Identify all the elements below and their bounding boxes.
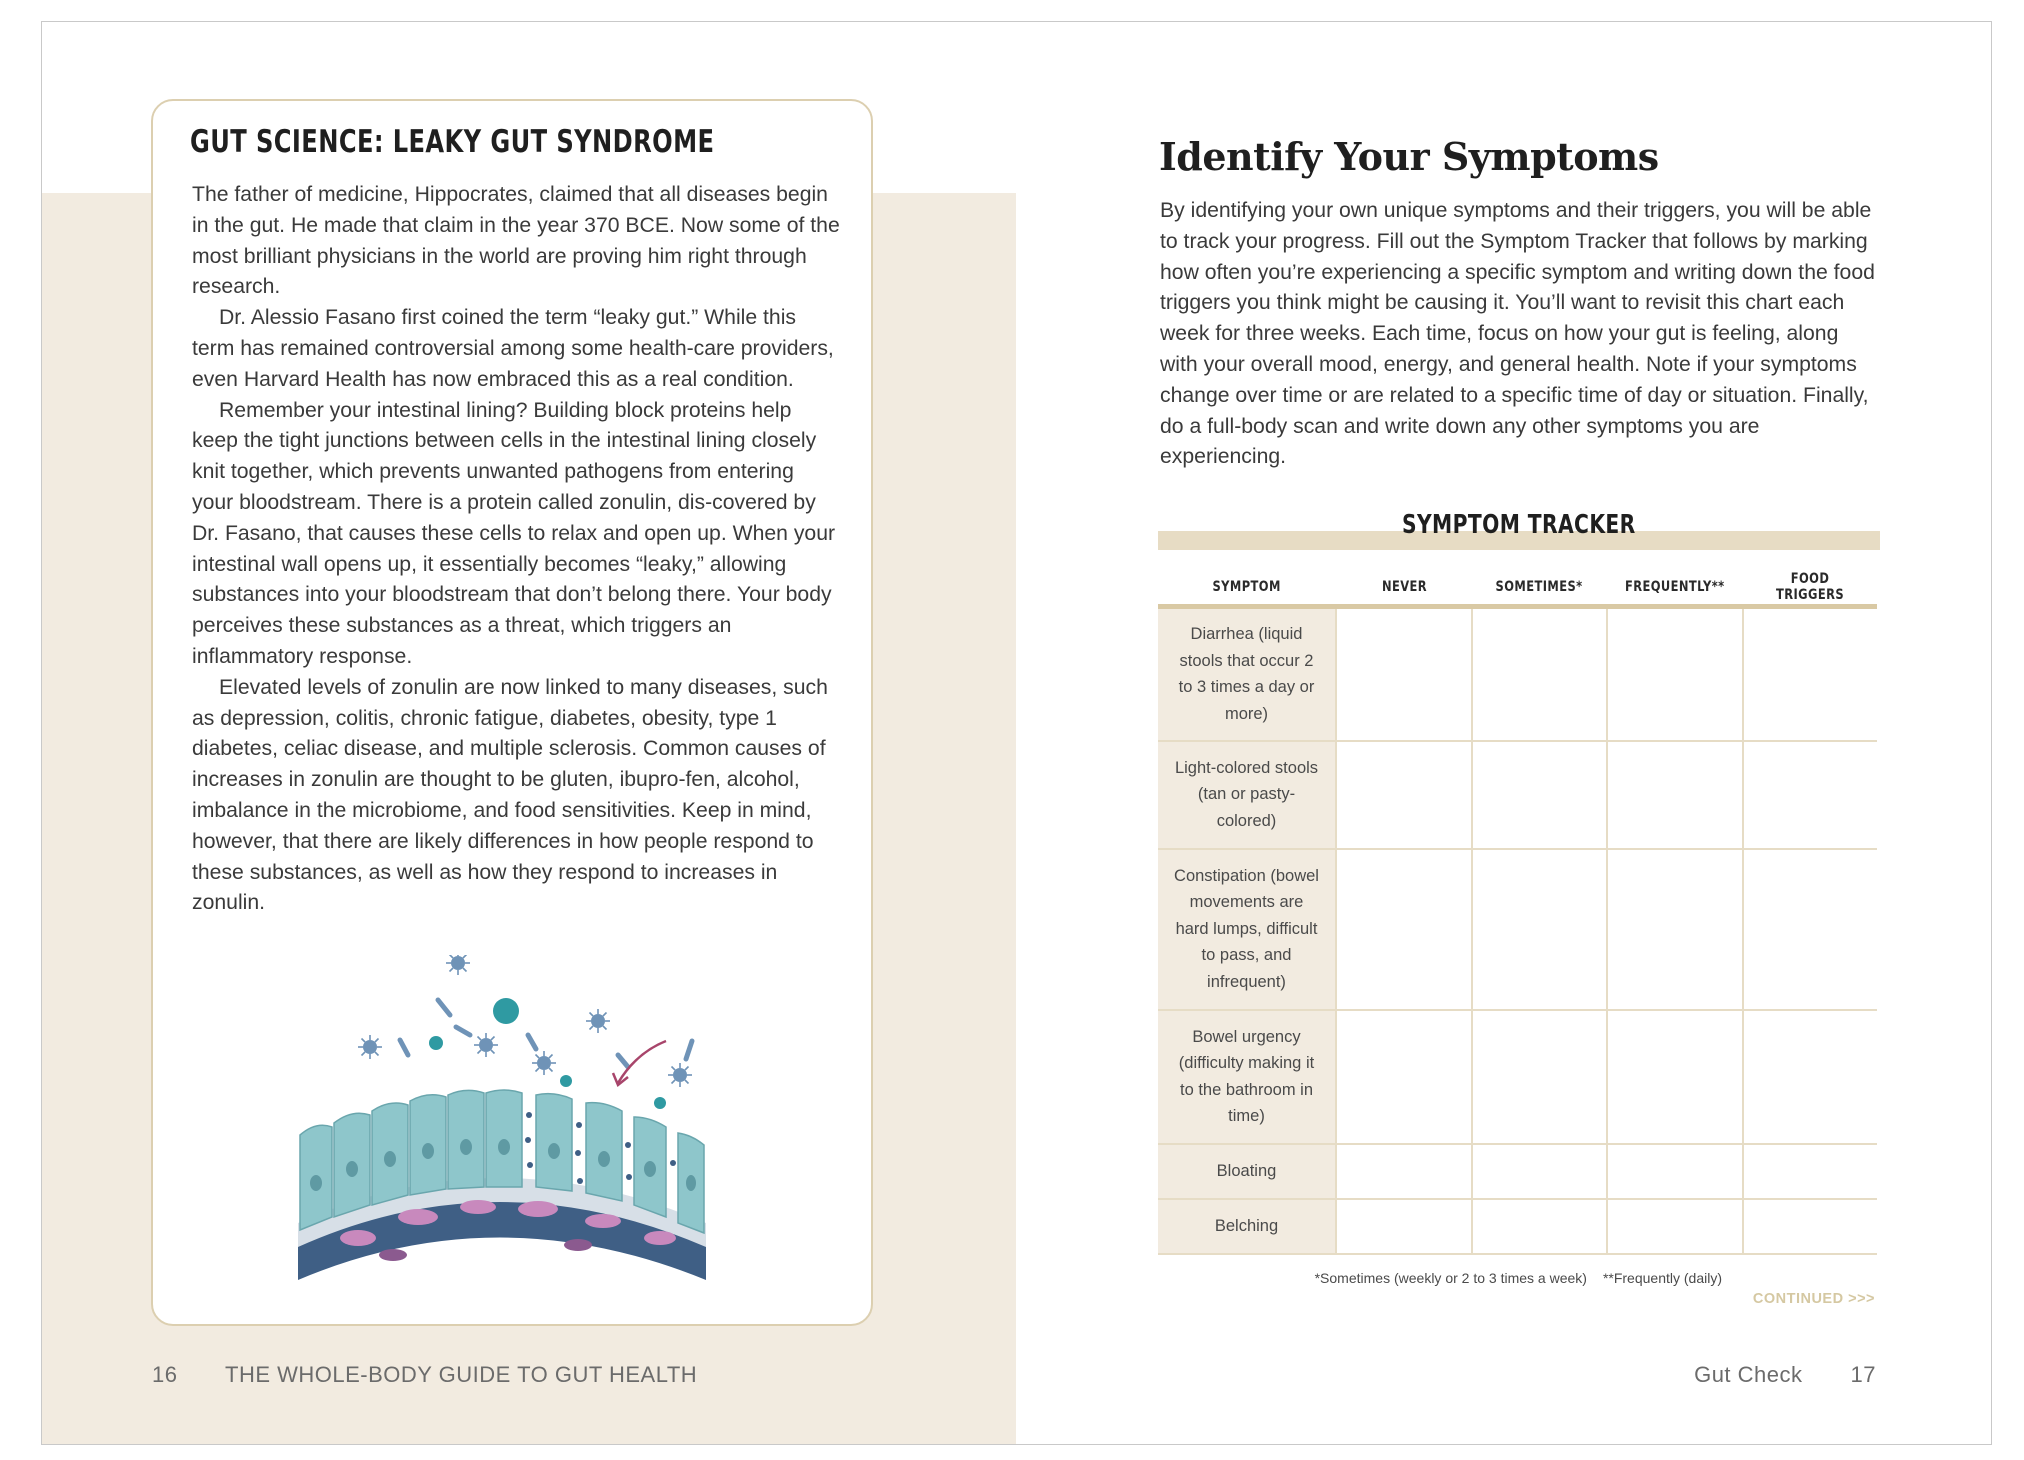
sometimes-cell[interactable] [1472,1199,1607,1254]
frequently-cell[interactable] [1607,607,1743,741]
continued-indicator: CONTINUED >>> [1752,1291,1875,1307]
symptom-cell: Belching [1158,1199,1336,1254]
footnote-frequently: **Frequently (daily) [1602,1270,1722,1286]
sometimes-cell[interactable] [1472,1144,1607,1199]
sometimes-cell[interactable] [1472,741,1607,849]
page-number: 17 [1850,1362,1876,1387]
sometimes-cell[interactable] [1472,849,1607,1010]
table-header-row [1158,570,1877,607]
food-triggers-cell[interactable] [1743,607,1877,741]
footnote-sometimes: *Sometimes (weekly or 2 to 3 times a week) [1314,1270,1587,1286]
sidebar-paragraph: The father of medicine, Hippocrates, claimed that all diseases begin in the gut. He made that claim in the year 370 BCE. Now some of the most brilliant physicians in the world are proving him right through research. [192,183,840,299]
leaky-gut-illustration [288,955,718,1290]
tracker-title: SYMPTOM TRACKER [1402,510,1636,540]
never-cell[interactable] [1336,741,1472,849]
symptom-cell: Constipation (bowel movements are hard lumps, difficult to pass, and infrequent) [1158,849,1336,1010]
page-title: Identify Your Symptoms [1159,134,1659,179]
never-cell[interactable] [1336,1010,1472,1144]
never-cell[interactable] [1336,1199,1472,1254]
sidebar-paragraph: Elevated levels of zonulin are now linked to many diseases, such as depression, colitis, chronic fatigue, diabetes, obesity, type 1 diabetes, celiac disease, and multiple sclerosis. Common causes of increases in zonulin are thought to be gluten, ibupro-fen, alcohol, imbalance in the microbiome, and food sensitivities. Keep in mind, however, that there are likely differences in how people respond to these substances, as well as how they respond to increases in zonulin. [192,675,828,915]
left-page-folio [152,1362,697,1388]
food-triggers-cell[interactable] [1743,849,1877,1010]
never-cell[interactable] [1336,1144,1472,1199]
table-row [1158,741,1877,849]
tracker-footnote [1160,1270,1722,1286]
column-header-food-triggers: FOOD TRIGGERS [1743,570,1877,607]
sidebar-paragraph: Remember your intestinal lining? Building block proteins help keep the tight junctions between cells in the intestinal lining closely knit together, which prevents unwanted pathogens from entering your bloodstream. There is a protein called zonulin, dis-covered by Dr. Fasano, that causes these cells to relax and open up. When your intestinal wall opens up, it essentially becomes “leaky,” allowing substances into your bloodstream that don’t belong there. Your body perceives these substances as a threat, which triggers an inflammatory response. [192,398,836,668]
intro-text [1160,196,1880,473]
table-row [1158,1199,1877,1254]
column-header-never: NEVER [1336,570,1472,607]
sometimes-cell[interactable] [1472,1010,1607,1144]
table-row [1158,1144,1877,1199]
table-row [1158,607,1877,741]
sidebar-body [192,180,840,919]
running-head: THE WHOLE-BODY GUIDE TO GUT HEALTH [225,1362,698,1387]
never-cell[interactable] [1336,607,1472,741]
frequently-cell[interactable] [1607,741,1743,849]
column-header-symptom: SYMPTOM [1158,570,1336,607]
sometimes-cell[interactable] [1472,607,1607,741]
frequently-cell[interactable] [1607,849,1743,1010]
food-triggers-cell[interactable] [1743,1199,1877,1254]
sidebar-title: GUT SCIENCE: LEAKY GUT SYNDROME [190,124,715,160]
symptom-tracker-table [1158,570,1877,1255]
intro-paragraph: By identifying your own unique symptoms and their triggers, you will be able to track your progress. Fill out the Symptom Tracker that follows by marking how often you’re experiencing a specific symptom and writing down the food triggers you think might be causing it. You’ll want to revisit this chart each week for three weeks. Each time, focus on how your gut is feeling, along with your overall mood, energy, and general health. Note if your symptoms change over time or are related to a specific time of day or situation. Finally, do a full-body scan and write down any other symptoms you are experiencing. [1160,199,1875,469]
symptom-cell: Light-colored stools (tan or pasty-colored) [1158,741,1336,849]
sidebar-paragraph: Dr. Alessio Fasano first coined the term “leaky gut.” While this term has remained controversial among some health-care providers, even Harvard Health has now embraced this as a real condition. [192,306,834,391]
food-triggers-cell[interactable] [1743,741,1877,849]
frequently-cell[interactable] [1607,1010,1743,1144]
frequently-cell[interactable] [1607,1199,1743,1254]
food-triggers-cell[interactable] [1743,1010,1877,1144]
column-header-frequently: FREQUENTLY** [1607,570,1743,607]
food-triggers-cell[interactable] [1743,1144,1877,1199]
never-cell[interactable] [1336,849,1472,1010]
column-header-sometimes: SOMETIMES* [1472,570,1607,607]
right-page-folio [1600,1362,1876,1388]
symptom-cell: Bloating [1158,1144,1336,1199]
running-head: Gut Check [1694,1362,1803,1387]
table-row [1158,849,1877,1010]
symptom-cell: Diarrhea (liquid stools that occur 2 to 3 times a day or more) [1158,607,1336,741]
frequently-cell[interactable] [1607,1144,1743,1199]
table-row [1158,1010,1877,1144]
page-number: 16 [152,1362,178,1387]
symptom-cell: Bowel urgency (difficulty making it to the bathroom in time) [1158,1010,1336,1144]
